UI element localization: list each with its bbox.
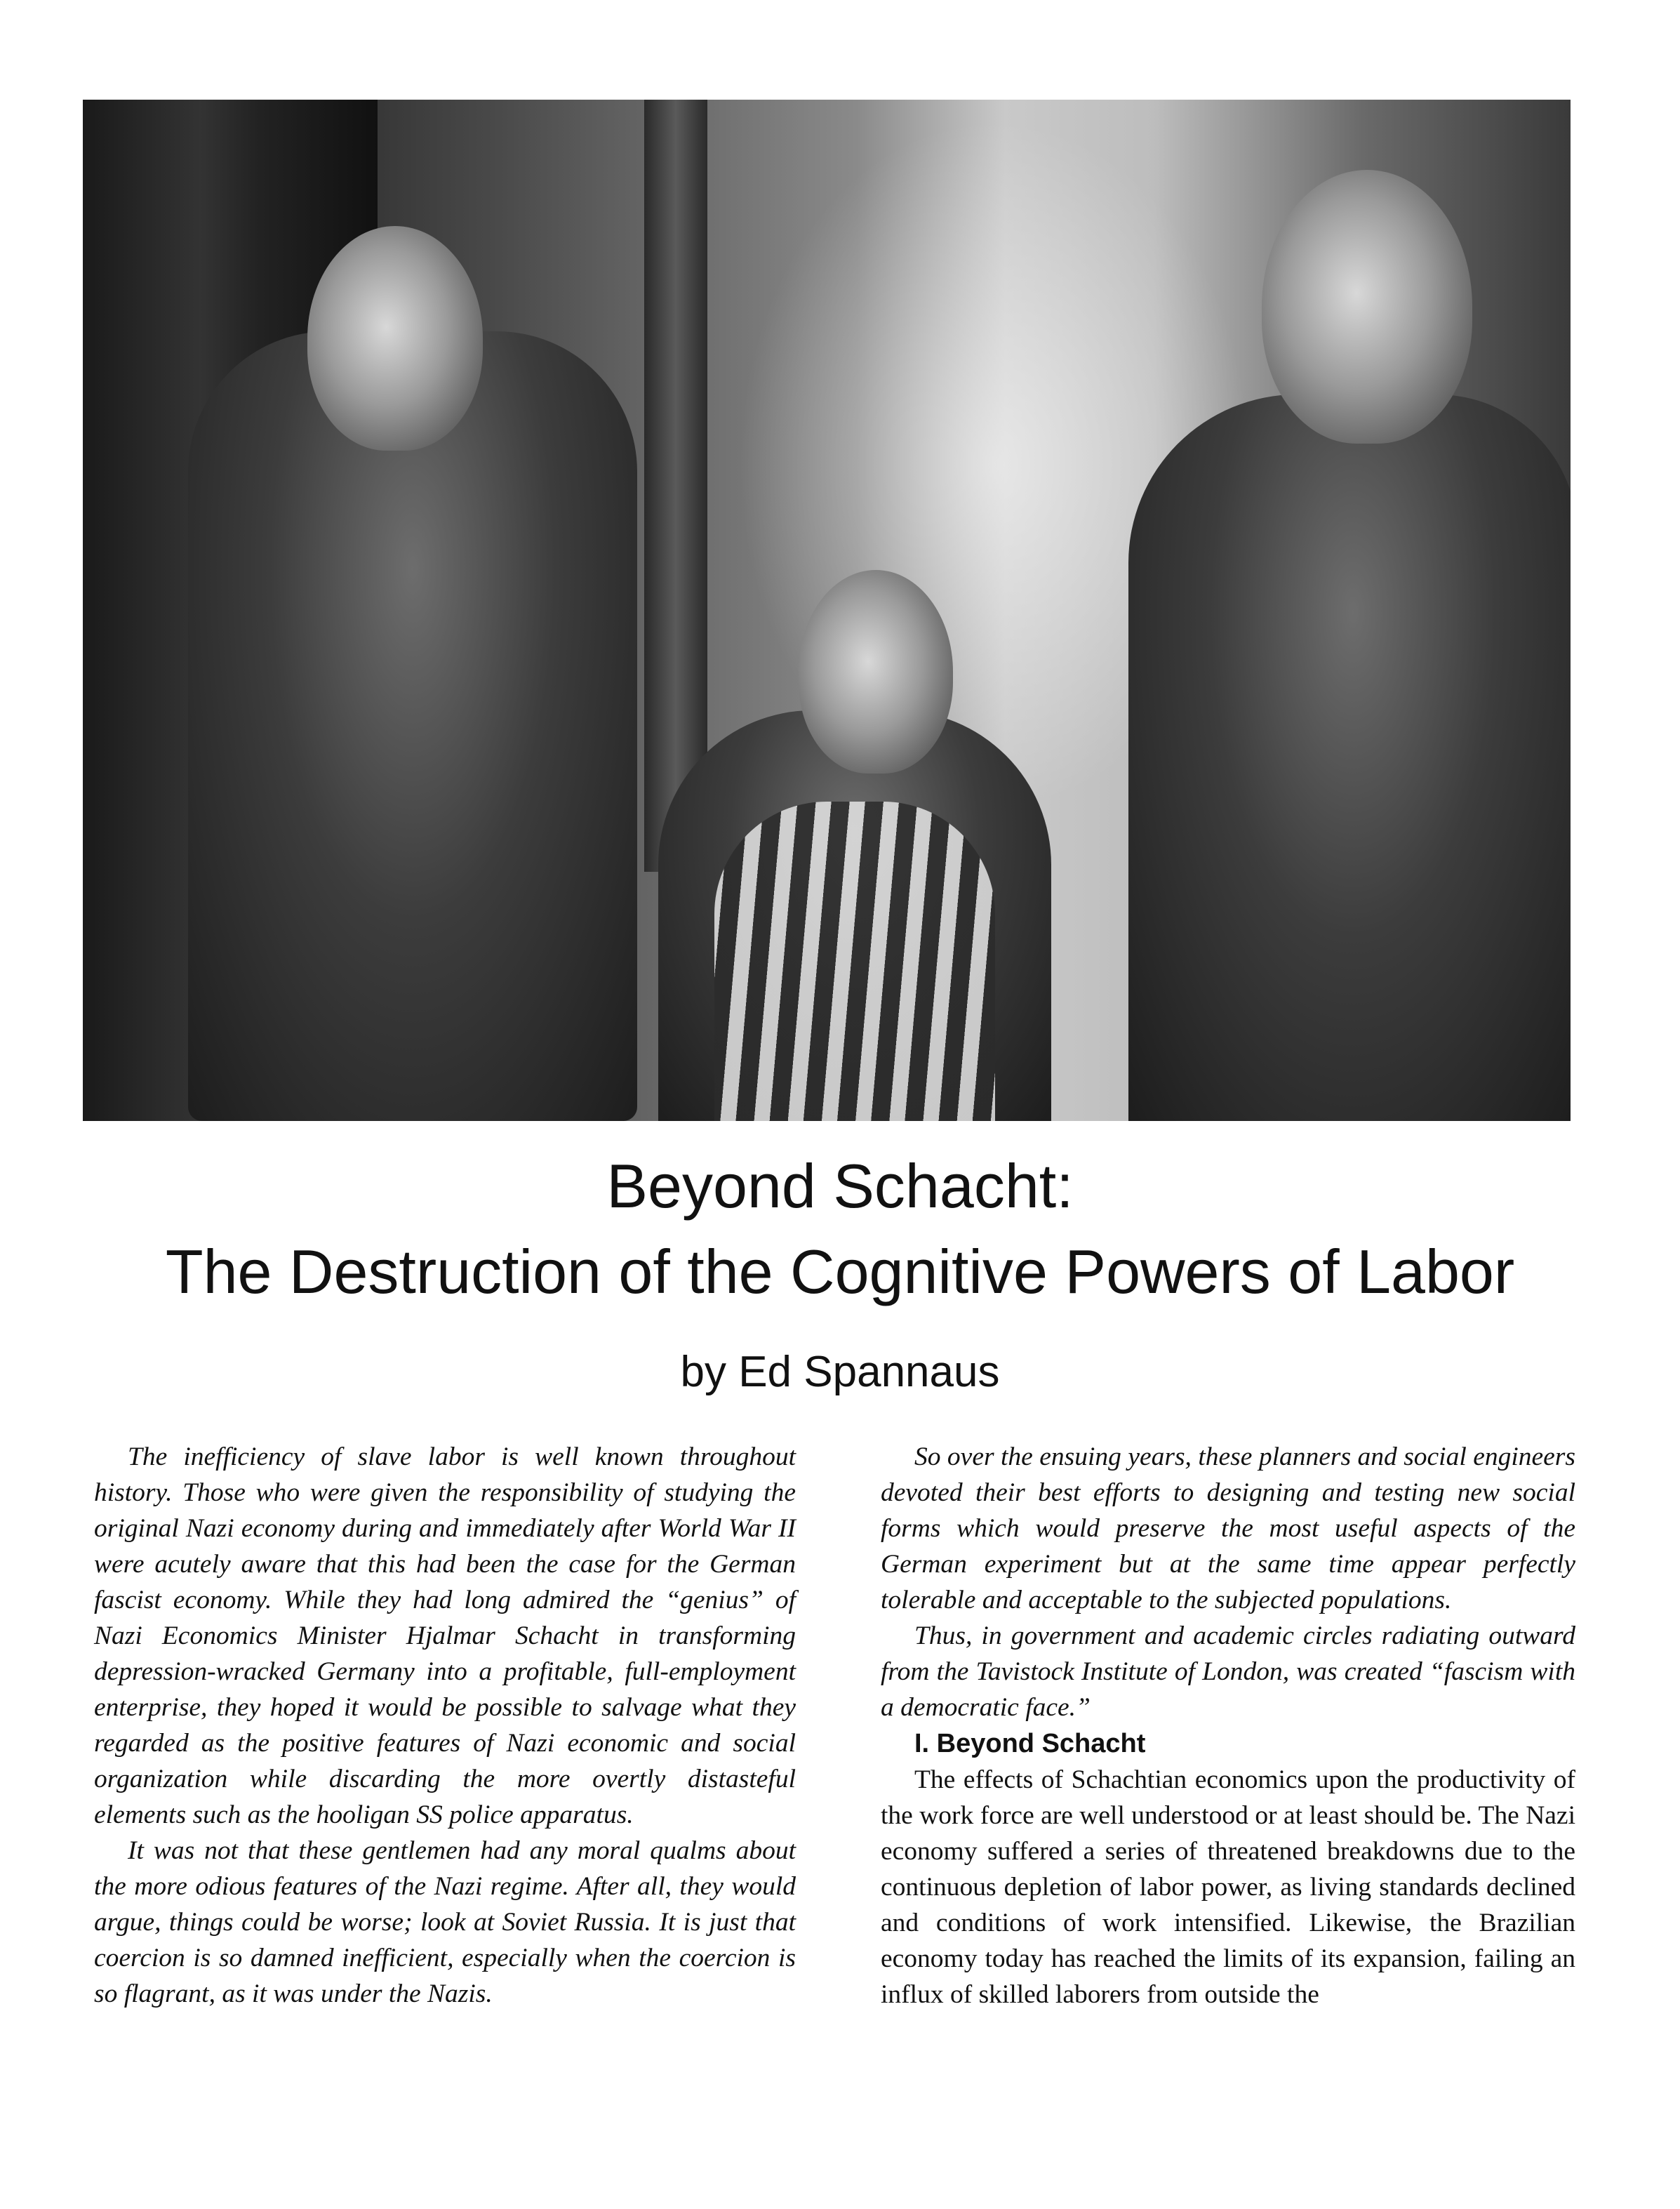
paragraph: So over the ensuing years, these planners and social engineers devoted their best efforts to designing and testing new social forms which would preserve the most useful aspects of the German experiment but at the same time appear perfectly tolerable and acceptable to the subjected populations. [881, 1442, 1575, 1614]
photo-striped-uniform [714, 802, 995, 1121]
photo-head-center [799, 570, 953, 774]
article-title-line1: Beyond Schacht: [606, 1151, 1074, 1221]
photo-head-left [307, 226, 483, 451]
photo-doorpost [644, 100, 707, 872]
left-column [94, 1439, 796, 2012]
paragraph: The inefficiency of slave labor is well known throughout history. Those who were given the responsibility of studying the original Nazi economy during and immediately after World War II were acutely aware that this had been the case for the German fascist economy. While they had long admired the “genius” of Nazi Economics Minister Hjalmar Schacht in transforming depression-wracked Germany into a profitable, full-employment enterprise, they hoped it would be possible to salvage what they regarded as the positive features of Nazi economic and social organization while discarding the more overtly distasteful elements such as the hooligan SS police apparatus. [94, 1442, 796, 1829]
article-photo [83, 100, 1571, 1121]
right-column [881, 1439, 1575, 2012]
section-heading: I. Beyond Schacht [914, 1729, 1146, 1758]
paragraph: Thus, in government and academic circles radiating outward from the Tavistock Institute of London, was created “fascism with a democratic face.” [881, 1621, 1575, 1722]
photo-head-right [1262, 170, 1472, 444]
photo-figure-right [1128, 394, 1571, 1121]
article-byline: by Ed Spannaus [680, 1348, 1000, 1396]
paragraph: The effects of Schachtian economics upon the productivity of the work force are well understood or at least should be. The Nazi economy suffered a series of threatened breakdowns due to the continuous depletion of labor power, as living standards declined and conditions of work intensified. Likewise, the Brazilian economy today has reached the limits of its expansion, failing an influx of skilled laborers from outside the [881, 1765, 1575, 2009]
paragraph: It was not that these gentlemen had any moral qualms about the more odious features of the Nazi regime. After all, they would argue, things could be worse; look at Soviet Russia. It is just that coercion is so damned inefficient, especially when the coercion is so flagrant, as it was under the Nazis. [94, 1836, 796, 2008]
article-title-line2: The Destruction of the Cognitive Powers of Labor [165, 1237, 1515, 1306]
